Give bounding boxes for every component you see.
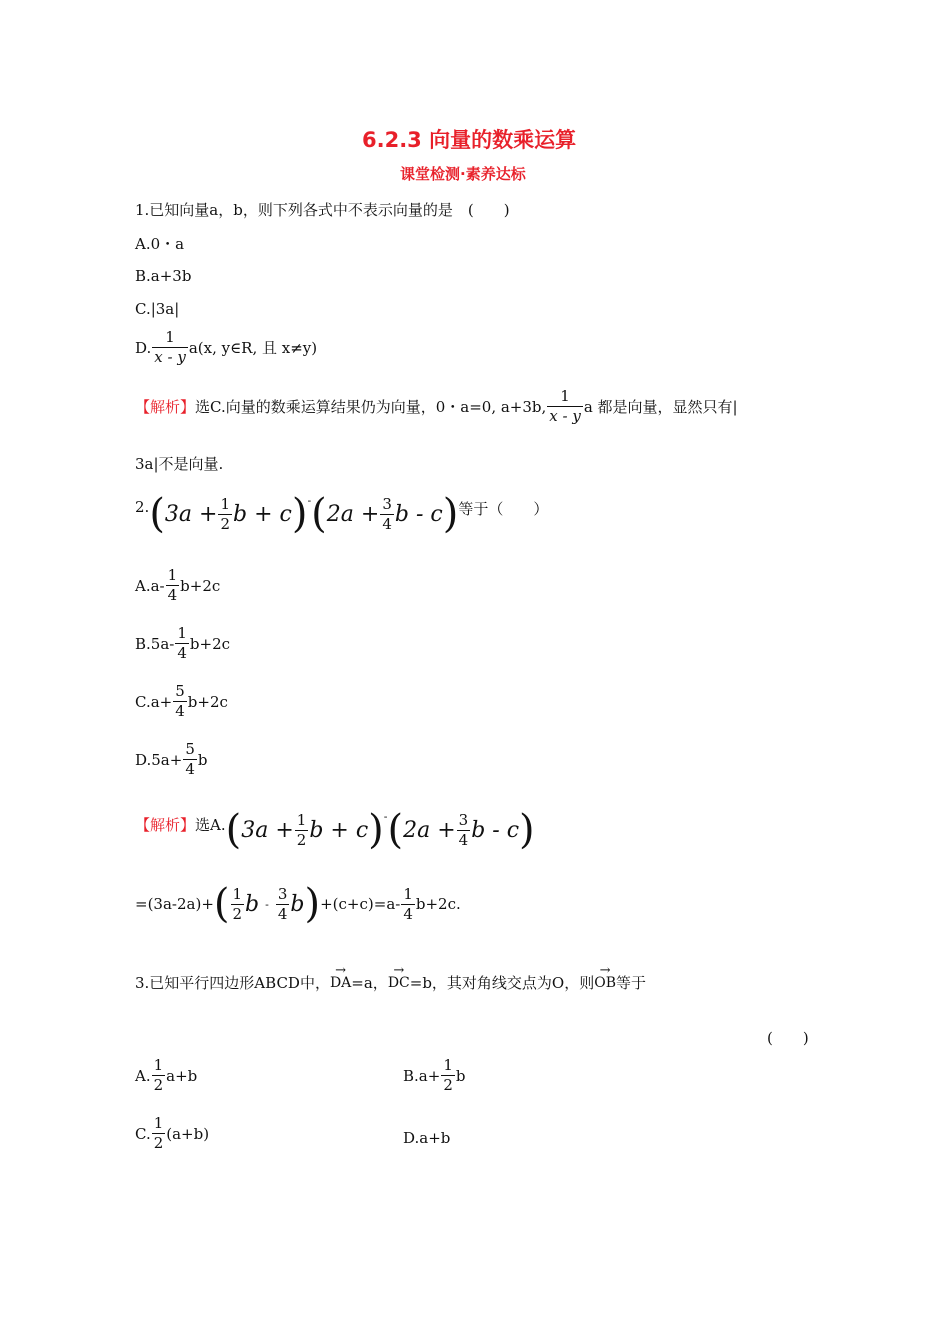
q2-solution-expr-left-part2: b + c xyxy=(309,817,369,843)
left-paren: ( xyxy=(387,807,404,853)
fraction-denominator: 2 xyxy=(232,904,243,923)
q1-option-d-suffix: a(x, y∈R, 且 x≠y) xyxy=(188,339,318,357)
option-fraction xyxy=(152,1058,166,1093)
q2-solution2-fraction-3 xyxy=(401,884,415,923)
q2-solution2-b2: b xyxy=(290,891,305,917)
option-prefix: C.a+ xyxy=(135,692,173,711)
right-paren: ) xyxy=(291,491,308,537)
q2-minus: - xyxy=(307,494,312,507)
option-fraction xyxy=(166,568,180,603)
q2-solution-line2 xyxy=(135,881,461,927)
q3-eq-b: =b，其对角线交点为O，则 xyxy=(409,974,595,992)
q3-stem xyxy=(135,972,646,993)
fraction-denominator: 4 xyxy=(175,702,185,720)
fraction-numerator: 3 xyxy=(277,884,288,903)
q2-option-d xyxy=(135,742,207,777)
option-prefix: A. xyxy=(135,1066,151,1085)
q3-option-c xyxy=(135,1116,209,1151)
q1-solution-line2: 3a|不是向量. xyxy=(135,455,224,473)
q2-expr-right-part1: 2a + xyxy=(326,501,380,527)
fraction-denominator: 4 xyxy=(167,586,178,604)
option-fraction xyxy=(173,684,187,719)
page-title: 6.2.3 向量的数乘运算 xyxy=(362,128,577,152)
fraction-denominator: x - y xyxy=(154,348,186,366)
fraction-numerator: 1 xyxy=(232,884,243,903)
q1-solution-tag: 【解析】 xyxy=(135,398,196,416)
fraction-denominator: 4 xyxy=(277,904,288,923)
option-prefix: C. xyxy=(135,1124,151,1143)
q2-option-b xyxy=(135,626,230,661)
q2-stem xyxy=(135,491,549,537)
fraction-denominator: 2 xyxy=(443,1076,453,1094)
fraction-denominator: 4 xyxy=(177,644,187,662)
fraction-denominator: 2 xyxy=(153,1134,164,1152)
right-paren: ) xyxy=(519,807,535,853)
option-fraction xyxy=(441,1058,455,1093)
fraction-numerator: 1 xyxy=(443,1056,453,1074)
fraction-denominator: 2 xyxy=(296,830,307,849)
q2-fraction-2 xyxy=(380,494,394,533)
fraction-denominator: 4 xyxy=(458,830,469,849)
q2-option-c xyxy=(135,684,228,719)
option-suffix: b xyxy=(455,1066,466,1085)
fraction-numerator: 1 xyxy=(167,566,178,584)
fraction-numerator: 3 xyxy=(382,494,392,513)
option-suffix: (a+b) xyxy=(166,1124,210,1143)
q2-option-a xyxy=(135,568,220,603)
vector-ob: → OB xyxy=(594,975,616,991)
option-suffix: b+2c xyxy=(180,576,221,595)
q3-option-b xyxy=(403,1058,465,1093)
page-subtitle: 课堂检测·素养达标 xyxy=(400,165,526,183)
fraction-numerator: 1 xyxy=(165,328,175,346)
option-prefix: B.a+ xyxy=(403,1066,441,1085)
q3-stem-prefix: 3.已知平行四边形ABCD中， xyxy=(135,974,330,992)
option-fraction xyxy=(175,626,189,661)
q1-option-a: A.0・a xyxy=(135,235,185,253)
fraction-denominator: 4 xyxy=(382,514,392,533)
fraction-denominator: 4 xyxy=(403,904,413,923)
q1-option-c: C.|3a| xyxy=(135,300,180,318)
fraction-numerator: 1 xyxy=(560,387,570,405)
q1-solution-fraction xyxy=(547,389,583,424)
q1-solution-text2: a 都是向量，显然只有| xyxy=(583,398,738,416)
q2-solution-minus: - xyxy=(383,810,388,823)
fraction-denominator: 4 xyxy=(185,760,195,778)
q2-expr-left-part2: b + c xyxy=(233,501,292,527)
option-prefix: B.5a- xyxy=(135,634,175,653)
q3-option-a xyxy=(135,1058,197,1093)
q2-suffix: 等于（ ） xyxy=(458,500,549,518)
fraction-numerator: 1 xyxy=(153,1056,164,1074)
option-fraction xyxy=(183,742,197,777)
vector-dc: → DC xyxy=(388,975,410,991)
q2-solution-fraction-2 xyxy=(457,810,471,849)
option-prefix: A.a- xyxy=(135,576,165,595)
q2-solution2-b1: b xyxy=(245,891,260,917)
q1-option-d xyxy=(135,330,317,365)
q1-option-d-fraction xyxy=(152,330,188,365)
q2-solution2-fraction-2 xyxy=(276,884,290,923)
q2-solution2-mid: +(c+c)=a- xyxy=(320,895,401,913)
q2-expr-left-part1: 3a + xyxy=(164,501,218,527)
fraction-numerator: 1 xyxy=(153,1114,164,1132)
option-suffix: b+2c xyxy=(187,692,228,711)
fraction-numerator: 5 xyxy=(175,682,185,700)
q2-number: 2. xyxy=(135,498,150,516)
fraction-numerator: 1 xyxy=(403,884,413,903)
option-suffix: a+b xyxy=(166,1066,198,1085)
fraction-numerator: 1 xyxy=(296,810,307,829)
q2-solution-fraction-1 xyxy=(295,810,309,849)
q2-fraction-1 xyxy=(218,494,232,533)
q2-solution2-prefix: =(3a-2a)+ xyxy=(135,895,214,913)
q2-solution2-fraction-1 xyxy=(231,884,245,923)
right-paren: ) xyxy=(368,807,384,853)
q1-solution-line1 xyxy=(135,389,738,424)
q2-solution-prefix: 选A. xyxy=(195,816,226,834)
left-paren: ( xyxy=(225,807,242,853)
q2-solution-line1 xyxy=(135,807,535,853)
option-prefix: D.5a+ xyxy=(135,750,183,769)
option-suffix: b xyxy=(197,750,208,769)
q1-option-d-prefix: D. xyxy=(135,338,152,357)
option-suffix: b+2c xyxy=(189,634,231,653)
option-fraction xyxy=(152,1116,166,1151)
fraction-denominator: 2 xyxy=(220,514,231,533)
q2-solution-expr-right-part1: 2a + xyxy=(403,817,456,843)
q3-option-d: D.a+b xyxy=(403,1129,451,1147)
q2-solution-tag: 【解析】 xyxy=(135,816,196,834)
q2-solution-expr-right-part2: b - c xyxy=(471,817,520,843)
right-paren: ) xyxy=(304,881,321,927)
q1-stem: 1.已知向量a，b，则下列各式中不表示向量的是 ( ) xyxy=(135,201,510,219)
left-paren: ( xyxy=(311,491,327,537)
fraction-denominator: x - y xyxy=(549,407,581,425)
right-paren: ) xyxy=(442,491,459,537)
fraction-numerator: 5 xyxy=(185,740,195,758)
q2-solution2-suffix: b+2c. xyxy=(415,895,461,913)
vector-da: → DA xyxy=(330,975,351,991)
q3-eq-a: =a， xyxy=(351,974,388,992)
q3-stem-suffix: 等于 xyxy=(616,974,647,992)
q1-option-b: B.a+3b xyxy=(135,267,192,285)
fraction-numerator: 1 xyxy=(177,624,187,642)
fraction-denominator: 2 xyxy=(153,1076,164,1094)
q3-answer-paren: ( ) xyxy=(767,1029,809,1047)
fraction-numerator: 1 xyxy=(220,494,231,513)
left-paren: ( xyxy=(149,491,165,537)
fraction-numerator: 3 xyxy=(458,810,469,829)
q2-expr-right-part2: b - c xyxy=(394,501,443,527)
left-paren: ( xyxy=(213,881,230,927)
q2-solution2-minus: - xyxy=(265,897,269,911)
q2-solution-expr-left-part1: 3a + xyxy=(241,817,294,843)
q1-solution-text1: 选C.向量的数乘运算结果仍为向量，0・a=0, a+3b, xyxy=(195,398,547,416)
